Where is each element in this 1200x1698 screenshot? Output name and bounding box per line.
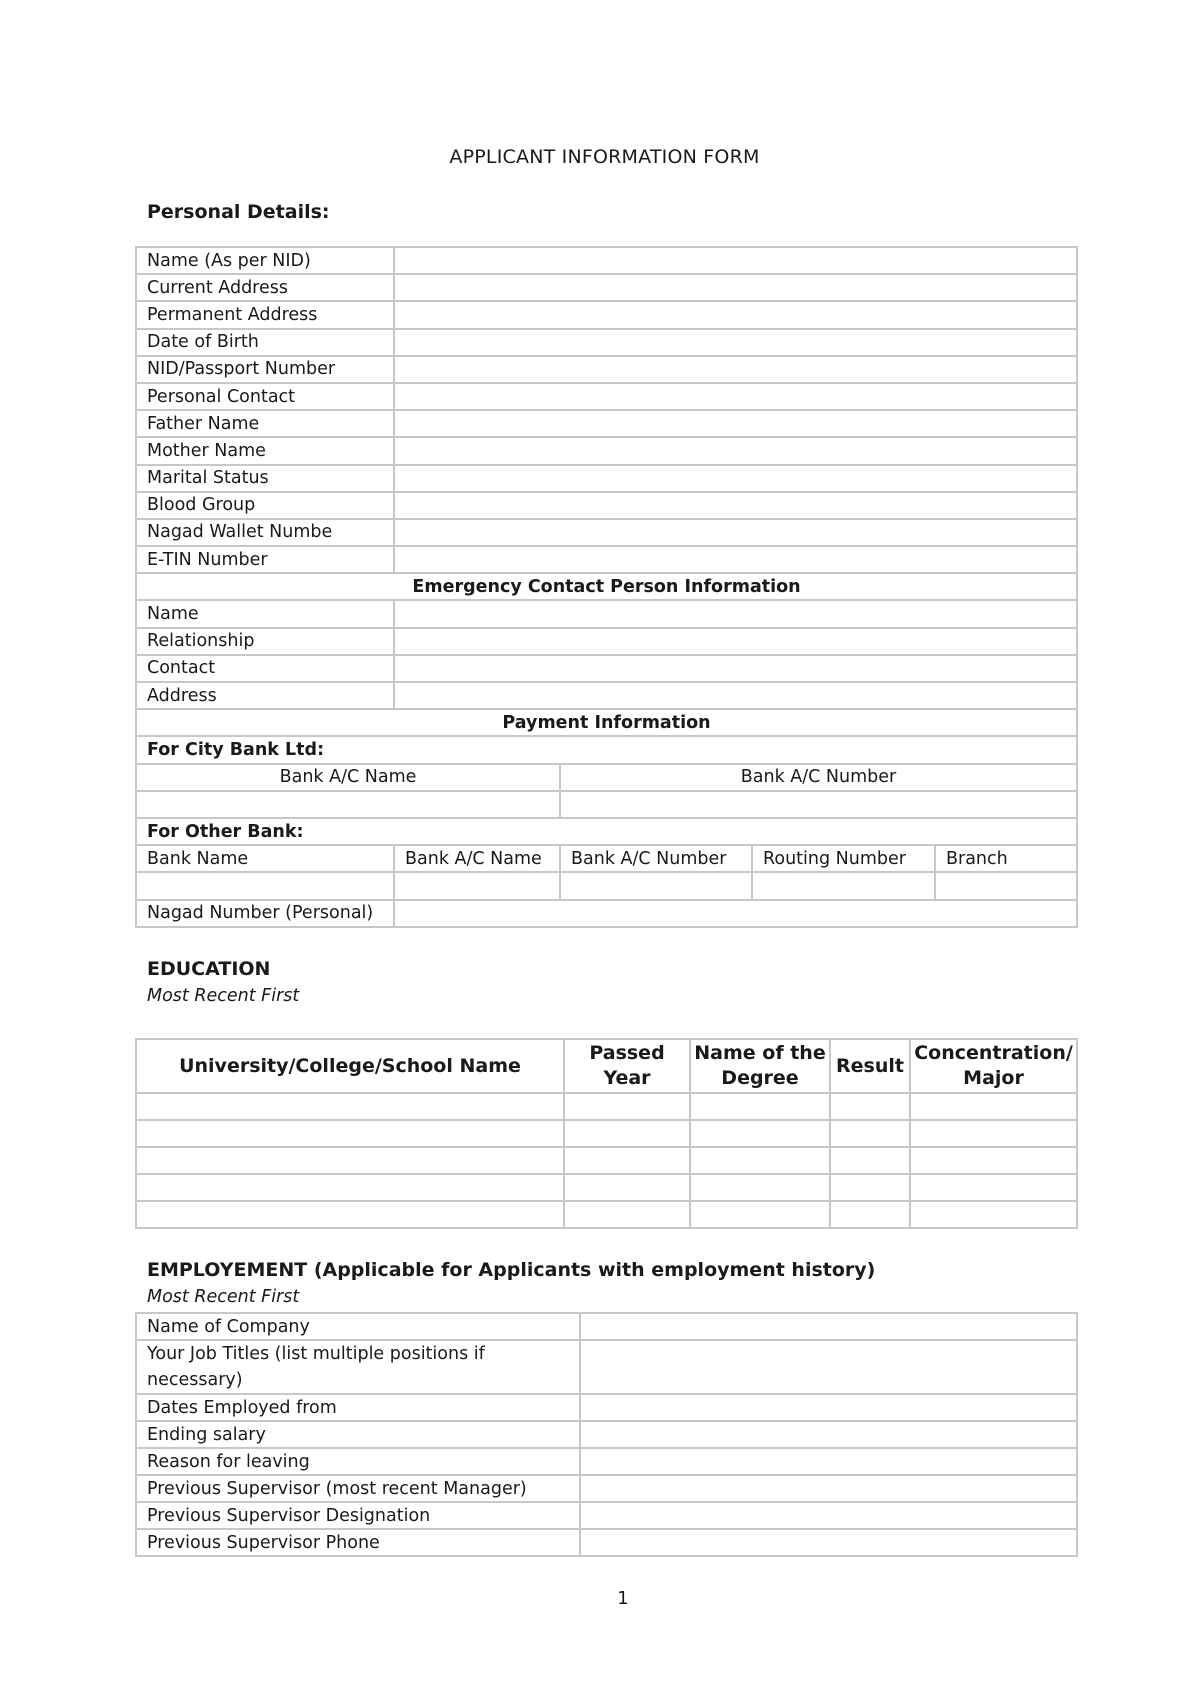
table-row [136, 709, 1077, 736]
supervisor-input-cell[interactable] [580, 1475, 1077, 1502]
table-row [136, 1174, 1077, 1201]
employment-heading: EMPLOYEMENT (Applicable for Applicants with employment history) [147, 1259, 876, 1281]
personal-details-table [135, 246, 1078, 928]
field-label: Previous Supervisor Designation [136, 1502, 580, 1529]
result-cell[interactable] [830, 1120, 910, 1147]
personal-contact-input-cell[interactable] [394, 383, 1077, 410]
table-row [136, 465, 1077, 492]
degree-cell[interactable] [690, 1093, 830, 1120]
employment-table [135, 1312, 1078, 1557]
column-header: Name of the Degree [690, 1039, 830, 1093]
major-cell[interactable] [910, 1093, 1077, 1120]
date-of-birth-input-cell[interactable] [394, 329, 1077, 356]
column-header: Result [830, 1039, 910, 1093]
table-row [136, 1201, 1077, 1228]
field-label: Father Name [136, 410, 394, 437]
name-input-cell[interactable] [394, 247, 1077, 274]
education-subheading: Most Recent First [147, 986, 300, 1006]
mother-name-input-cell[interactable] [394, 437, 1077, 464]
institution-cell[interactable] [136, 1120, 564, 1147]
table-row [136, 764, 1077, 791]
marital-status-input-cell[interactable] [394, 465, 1077, 492]
column-header: Bank Name [136, 845, 394, 872]
institution-cell[interactable] [136, 1093, 564, 1120]
field-label: Ending salary [136, 1421, 580, 1448]
table-row [136, 1502, 1077, 1529]
table-row [136, 845, 1077, 872]
current-address-input-cell[interactable] [394, 274, 1077, 301]
education-table [135, 1038, 1078, 1229]
degree-cell[interactable] [690, 1174, 830, 1201]
column-header: Bank A/C Number [560, 764, 1077, 791]
result-cell[interactable] [830, 1201, 910, 1228]
table-row [136, 682, 1077, 709]
city-bank-account-number-input-cell[interactable] [560, 791, 1077, 818]
personal-details-heading: Personal Details: [147, 201, 330, 223]
degree-cell[interactable] [690, 1120, 830, 1147]
table-row [136, 1093, 1077, 1120]
table-row [136, 628, 1077, 655]
institution-cell[interactable] [136, 1147, 564, 1174]
column-header: University/College/School Name [136, 1039, 564, 1093]
field-label: Permanent Address [136, 301, 394, 328]
field-label: Previous Supervisor (most recent Manager) [136, 1475, 580, 1502]
column-header: Routing Number [752, 845, 935, 872]
other-bank-label: For Other Bank: [136, 818, 1077, 845]
column-header: Bank A/C Name [394, 845, 560, 872]
table-row [136, 736, 1077, 763]
result-cell[interactable] [830, 1147, 910, 1174]
father-name-input-cell[interactable] [394, 410, 1077, 437]
table-row [136, 1475, 1077, 1502]
branch-input-cell[interactable] [935, 872, 1077, 899]
page-number: 1 [617, 1589, 629, 1609]
field-label: Name of Company [136, 1313, 580, 1340]
passed-year-cell[interactable] [564, 1120, 690, 1147]
etin-input-cell[interactable] [394, 546, 1077, 573]
table-row [136, 329, 1077, 356]
nagad-wallet-input-cell[interactable] [394, 519, 1077, 546]
education-heading: EDUCATION [147, 958, 271, 980]
field-label: Contact [136, 655, 394, 682]
field-label: Mother Name [136, 437, 394, 464]
result-cell[interactable] [830, 1093, 910, 1120]
field-label: E-TIN Number [136, 546, 394, 573]
table-row [136, 247, 1077, 274]
emergency-relationship-input-cell[interactable] [394, 628, 1077, 655]
field-label: Name (As per NID) [136, 247, 394, 274]
emergency-contact-heading: Emergency Contact Person Information [136, 573, 1077, 600]
table-row [136, 872, 1077, 899]
table-row [136, 1448, 1077, 1475]
supervisor-phone-input-cell[interactable] [580, 1529, 1077, 1556]
page-title: APPLICANT INFORMATION FORM [449, 146, 760, 168]
degree-cell[interactable] [690, 1201, 830, 1228]
table-row [136, 1147, 1077, 1174]
column-header: Passed Year [564, 1039, 690, 1093]
field-label: Nagad Wallet Numbe [136, 519, 394, 546]
table-row [136, 791, 1077, 818]
table-row [136, 900, 1077, 927]
field-label: Current Address [136, 274, 394, 301]
table-row [136, 492, 1077, 519]
company-name-input-cell[interactable] [580, 1313, 1077, 1340]
table-row [136, 600, 1077, 627]
table-row [136, 818, 1077, 845]
passed-year-cell[interactable] [564, 1147, 690, 1174]
dates-employed-input-cell[interactable] [580, 1394, 1077, 1421]
field-label: Personal Contact [136, 383, 394, 410]
other-bank-account-number-input-cell[interactable] [560, 872, 752, 899]
institution-cell[interactable] [136, 1201, 564, 1228]
table-row [136, 274, 1077, 301]
field-label: Blood Group [136, 492, 394, 519]
city-bank-label: For City Bank Ltd: [136, 736, 1077, 763]
job-titles-input-cell[interactable] [580, 1340, 1077, 1394]
field-label: Address [136, 682, 394, 709]
table-row [136, 301, 1077, 328]
table-row [136, 356, 1077, 383]
field-label: Reason for leaving [136, 1448, 580, 1475]
nagad-number-input-cell[interactable] [394, 900, 1077, 927]
field-label: Your Job Titles (list multiple positions if necessary) [136, 1340, 580, 1394]
field-label: Relationship [136, 628, 394, 655]
table-row [136, 519, 1077, 546]
degree-cell[interactable] [690, 1147, 830, 1174]
field-label: NID/Passport Number [136, 356, 394, 383]
field-label: Dates Employed from [136, 1394, 580, 1421]
field-label: Marital Status [136, 465, 394, 492]
column-header: Concentration/ Major [910, 1039, 1077, 1093]
ending-salary-input-cell[interactable] [580, 1421, 1077, 1448]
table-row [136, 410, 1077, 437]
reason-for-leaving-input-cell[interactable] [580, 1448, 1077, 1475]
column-header: Bank A/C Number [560, 845, 752, 872]
passed-year-cell[interactable] [564, 1174, 690, 1201]
other-bank-name-input-cell[interactable] [136, 872, 394, 899]
major-cell[interactable] [910, 1201, 1077, 1228]
field-label: Nagad Number (Personal) [136, 900, 394, 927]
routing-number-input-cell[interactable] [752, 872, 935, 899]
major-cell[interactable] [910, 1120, 1077, 1147]
emergency-contact-input-cell[interactable] [394, 655, 1077, 682]
employment-subheading: Most Recent First [147, 1287, 300, 1307]
field-label: Date of Birth [136, 329, 394, 356]
passed-year-cell[interactable] [564, 1201, 690, 1228]
table-row [136, 1313, 1077, 1340]
nid-passport-input-cell[interactable] [394, 356, 1077, 383]
field-label: Name [136, 600, 394, 627]
supervisor-designation-input-cell[interactable] [580, 1502, 1077, 1529]
table-row [136, 383, 1077, 410]
table-row [136, 1394, 1077, 1421]
table-row [136, 655, 1077, 682]
major-cell[interactable] [910, 1174, 1077, 1201]
blood-group-input-cell[interactable] [394, 492, 1077, 519]
column-header: Bank A/C Name [136, 764, 560, 791]
table-row [136, 1529, 1077, 1556]
table-row [136, 1120, 1077, 1147]
table-row [136, 1340, 1077, 1394]
institution-cell[interactable] [136, 1174, 564, 1201]
city-bank-account-name-input-cell[interactable] [136, 791, 560, 818]
column-header: Branch [935, 845, 1077, 872]
major-cell[interactable] [910, 1147, 1077, 1174]
table-row [136, 437, 1077, 464]
permanent-address-input-cell[interactable] [394, 301, 1077, 328]
field-label: Previous Supervisor Phone [136, 1529, 580, 1556]
table-row [136, 546, 1077, 573]
other-bank-account-name-input-cell[interactable] [394, 872, 560, 899]
table-row [136, 1421, 1077, 1448]
table-header-row [136, 1039, 1077, 1093]
table-row [136, 573, 1077, 600]
result-cell[interactable] [830, 1174, 910, 1201]
emergency-name-input-cell[interactable] [394, 600, 1077, 627]
payment-information-heading: Payment Information [136, 709, 1077, 736]
emergency-address-input-cell[interactable] [394, 682, 1077, 709]
passed-year-cell[interactable] [564, 1093, 690, 1120]
